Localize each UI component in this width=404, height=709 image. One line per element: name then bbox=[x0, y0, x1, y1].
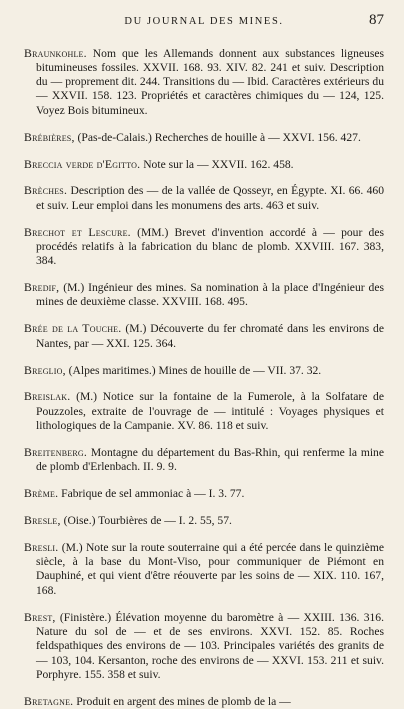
index-entry bbox=[24, 321, 384, 351]
entry-headword: Brechot et Lescure. bbox=[24, 224, 131, 239]
index-entry bbox=[24, 610, 384, 682]
entry-headword: Brée de la Touche. bbox=[24, 321, 122, 336]
entry-headword: Braunkohle. bbox=[24, 45, 87, 60]
index-entry bbox=[24, 445, 384, 475]
entry-text: (Oise.) Tourbières de — I. 2. 55, 57. bbox=[63, 513, 232, 527]
index-entry bbox=[24, 694, 384, 709]
index-entry bbox=[24, 540, 384, 598]
index-entry bbox=[24, 280, 384, 310]
index-entry bbox=[24, 130, 384, 145]
entry-headword: Breislak. bbox=[24, 389, 71, 404]
entry-text: (Alpes maritimes.) Mines de houille de — VII. 37. 32. bbox=[68, 363, 322, 377]
running-title: DU JOURNAL DES MINES. bbox=[124, 16, 284, 27]
entry-text: (Finistère.) Élévation moyenne du baromètre à — XXIII. 136. 316. Nature du sol de — et de ses environs. XXVI. 152. 85. Roches feldspathiques des environs de — 103. Principales variétés des granits de — 103, 104. Kersanton, roche des environs de — XXVI. 153. 211 et suiv. Porphyre. 155. 358 et suiv. bbox=[36, 610, 384, 681]
entry-text: Description des — de la vallée de Qosseyr, en Égypte. XI. 66. 460 et suiv. Leur emploi dans les monumens des arts. 463 et suiv. bbox=[36, 184, 384, 212]
entry-text: (M.) Note sur la route souterraine qui a été percée dans le quinzième siècle, à la base du Mont-Viso, pour communiquer de Piémont en Dauphiné, et qui vient d'être réouverte par les soins de — XIX. 110. 167, 168. bbox=[36, 540, 384, 597]
entry-text: (M.) Ingénieur des mines. Sa nomination à la place d'Ingénieur des mines de deuxième classe. XXVIII. 168. 495. bbox=[36, 281, 384, 309]
entry-headword: Brèches. bbox=[24, 183, 68, 198]
entry-text: (Pas-de-Calais.) Recherches de houille à — XXVI. 156. 427. bbox=[77, 130, 361, 144]
entry-text: Montagne du département du Bas-Rhin, qui renferme la mine de plomb d'Erlenbach. II. 9. 9. bbox=[36, 445, 385, 474]
entry-text: Fabrique de sel ammoniac à — I. 3. 77. bbox=[61, 487, 245, 501]
entry-headword: Brébières, bbox=[24, 129, 75, 144]
page-number: 87 bbox=[369, 12, 384, 28]
index-entry bbox=[24, 486, 384, 501]
entry-headword: Bresli. bbox=[24, 539, 59, 554]
index-entries bbox=[24, 46, 384, 709]
index-entry bbox=[24, 46, 384, 118]
index-entry bbox=[24, 157, 384, 172]
entry-headword: Brème. bbox=[24, 486, 59, 501]
entry-text: Note sur la — XXVII. 162. 458. bbox=[143, 157, 294, 171]
entry-headword: Breccia verde d'Egitto. bbox=[24, 156, 141, 171]
index-entry bbox=[24, 389, 384, 433]
index-entry bbox=[24, 183, 384, 213]
entry-text: (M.) Découverte du fer chromaté dans les environs de Nantes, par — XXI. 125. 364. bbox=[36, 322, 385, 350]
index-entry bbox=[24, 513, 384, 528]
entry-headword: Breitenberg. bbox=[24, 444, 87, 459]
entry-headword: Bresle, bbox=[24, 512, 61, 527]
entry-headword: Bredif, bbox=[24, 280, 60, 295]
entry-headword: Brest, bbox=[24, 609, 56, 624]
entry-headword: Breglio, bbox=[24, 362, 66, 377]
entry-text: Produit en argent des mines de plomb de la — bbox=[76, 694, 291, 708]
entry-text: Nom que les Allemands donnent aux substances ligneuses bitumineuses fossiles. XXVII. 168. 93. XIV. 82. 241 et suiv. Description du — proprement dit. 244. Transitions du — Ibid. Caractères extérieurs du — XXVII. 158. 123. Propriétés et caractères chimiques du — 124, 125. Voyez Bois bitumineux. bbox=[36, 46, 384, 117]
entry-text: (MM.) Brevet d'invention accordé à — pour des procédés relatifs à la fabrication du blanc de plomb. XXVIII. 167. 383, 384. bbox=[36, 225, 385, 268]
index-entry bbox=[24, 225, 384, 269]
index-entry bbox=[24, 363, 384, 378]
running-header bbox=[24, 12, 384, 34]
entry-text: (M.) Notice sur la fontaine de la Fumerole, à la Solfatare de Pouzzoles, extraite de l'ouvrage de — intitulé : Voyages physiques et lithologiques de la Campanie. XV. 86. 118 et suiv. bbox=[36, 390, 384, 432]
entry-headword: Bretagne. bbox=[24, 693, 74, 708]
